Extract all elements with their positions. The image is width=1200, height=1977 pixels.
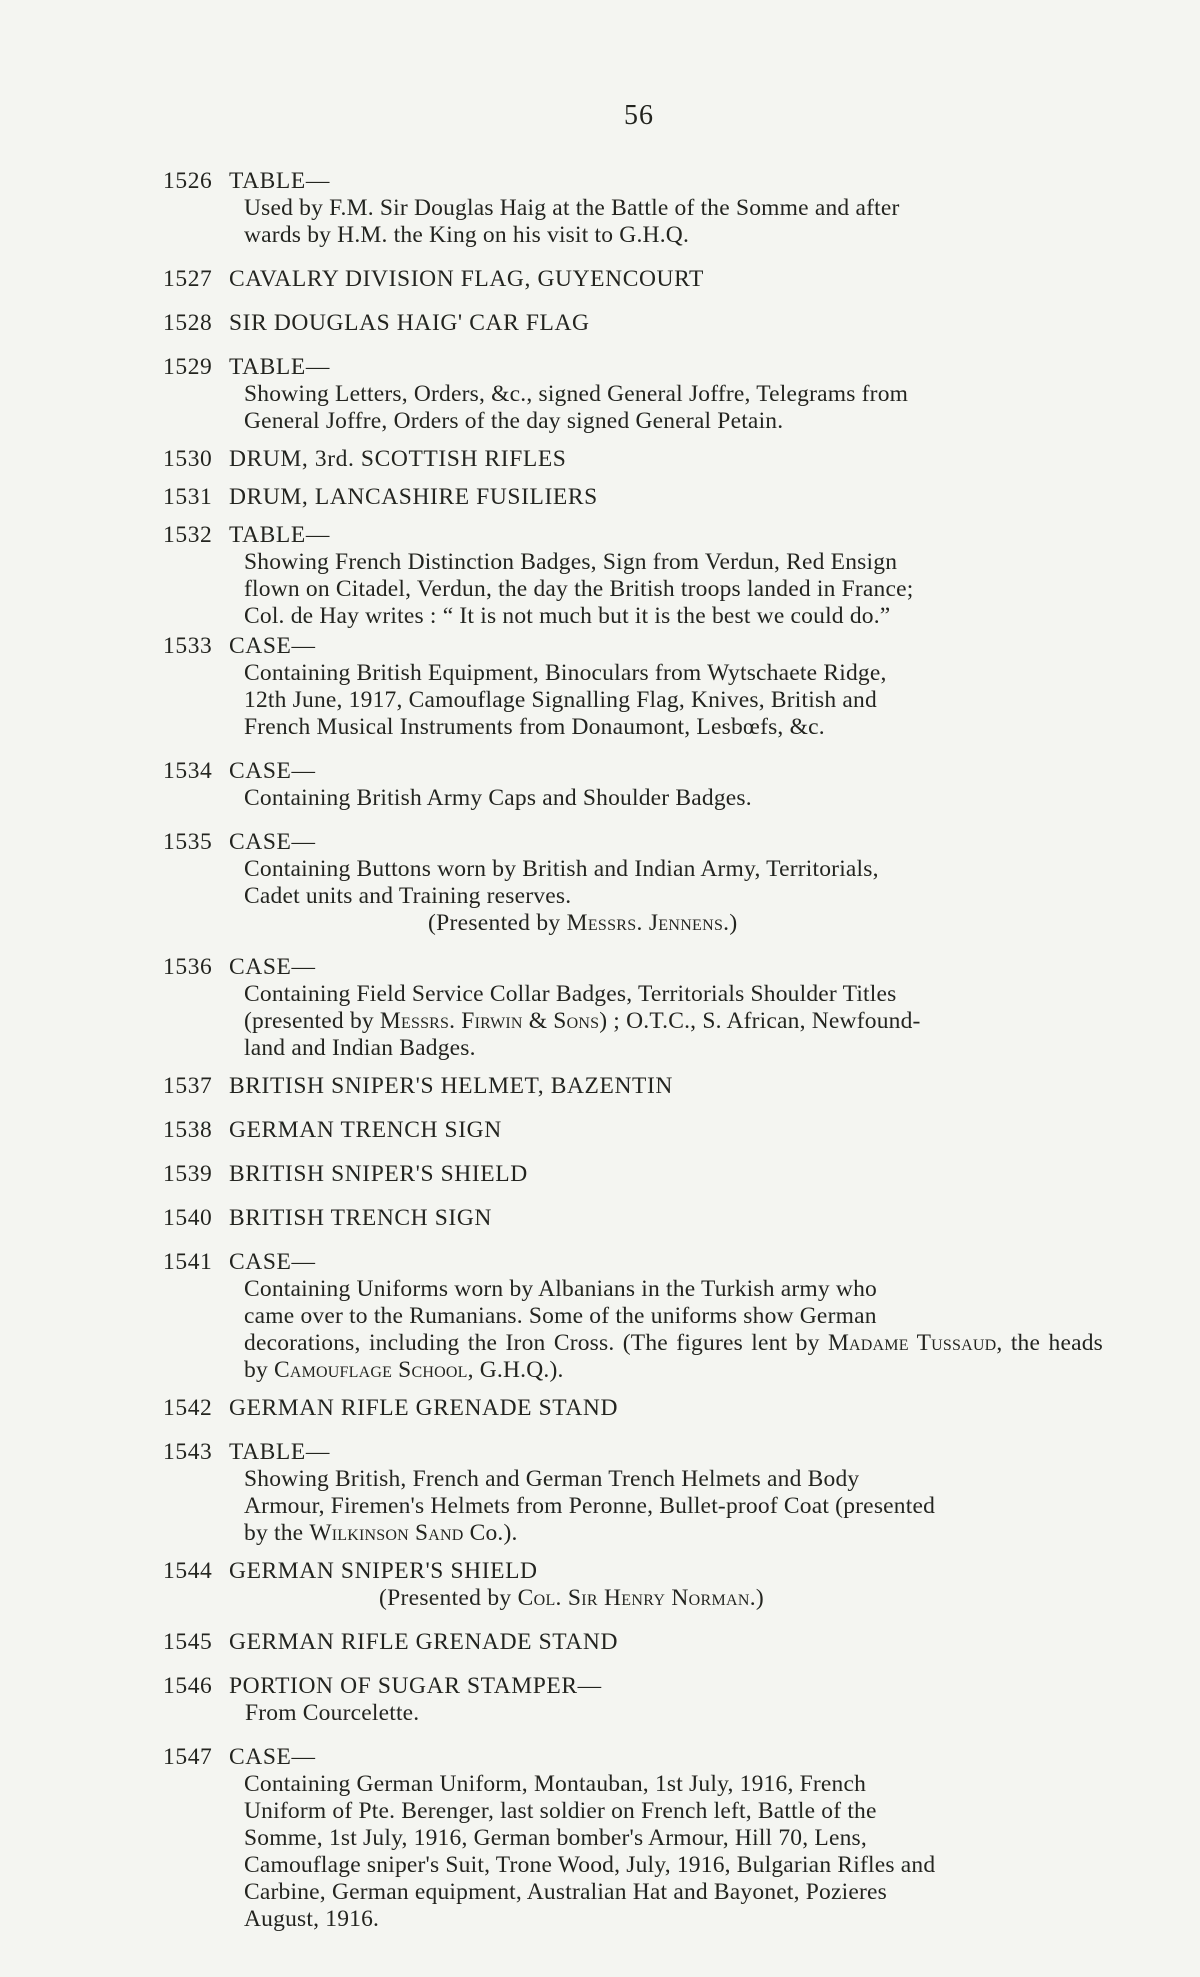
credit-suffix: ) — [729, 910, 738, 936]
entry-heading: TABLE— — [229, 522, 330, 548]
entry-description — [163, 660, 1103, 741]
entry-heading: BRITISH SNIPER'S SHIELD — [229, 1161, 528, 1187]
text-run: decorations, including the Iron Cross. (The figures lent by — [244, 1330, 828, 1356]
entry-heading: TABLE— — [229, 354, 330, 380]
entry-description — [163, 381, 1103, 435]
entry-heading: GERMAN RIFLE GRENADE STAND — [229, 1629, 619, 1655]
text-run: , G.H.Q.). — [467, 1357, 564, 1383]
text-run: , the heads by — [244, 1330, 1103, 1383]
entry-number: 1545 — [163, 1629, 213, 1655]
entry-description-line: Uniform of Pte. Berenger, last soldier on French left, Battle of the — [244, 1798, 877, 1824]
entry-heading: CASE— — [229, 1744, 316, 1770]
entry-description — [163, 1771, 1103, 1933]
entry-heading: GERMAN SNIPER'S SHIELD — [229, 1558, 538, 1584]
entry-number: 1546 — [163, 1673, 213, 1699]
entry-description — [163, 195, 1103, 249]
entry-number: 1544 — [163, 1558, 213, 1584]
entry-number: 1543 — [163, 1439, 213, 1465]
text-run: ) ; O.T.C., S. African, Newfound- — [599, 1008, 921, 1034]
entry-description-line: Containing British Army Caps and Shoulder Badges. — [244, 785, 752, 811]
credit-prefix: (Presented by — [379, 1585, 518, 1611]
entry-1537 — [163, 1073, 1103, 1100]
entry-1534 — [163, 758, 1103, 812]
entry-description — [163, 1466, 1103, 1547]
entry-1533 — [163, 633, 1103, 741]
entry-description-line: came over to the Rumanians. Some of the uniforms show German — [244, 1303, 877, 1329]
entry-description-line: August, 1916. — [244, 1906, 380, 1932]
entry-number: 1541 — [163, 1249, 213, 1275]
entry-description — [163, 981, 1103, 1062]
entry-number: 1526 — [163, 168, 213, 194]
entry-number: 1536 — [163, 954, 213, 980]
entry-description — [163, 856, 1103, 910]
catalogue-entries — [163, 168, 1103, 1933]
entry-description-line: Showing Letters, Orders, &c., signed General Joffre, Telegrams from — [244, 381, 909, 407]
entry-heading: CASE— — [229, 954, 316, 980]
entry-description-line: flown on Citadel, Verdun, the day the British troops landed in France; — [244, 576, 914, 602]
credit-suffix: ) — [755, 1585, 765, 1611]
entry-description-line: General Joffre, Orders of the day signed General Petain. — [244, 408, 784, 434]
entry-description-line: Cadet units and Training reserves. — [244, 883, 572, 909]
entry-description — [163, 549, 1103, 630]
entry-heading: TABLE— — [229, 1439, 330, 1465]
entry-description-line: 12th June, 1917, Camouflage Signalling Flag, Knives, British and — [244, 687, 877, 713]
entry-number: 1538 — [163, 1117, 213, 1143]
entry-heading: PORTION OF SUGAR STAMPER— — [229, 1673, 602, 1699]
entry-number: 1535 — [163, 829, 213, 855]
entry-1529 — [163, 354, 1103, 435]
entry-1531 — [163, 484, 1103, 511]
entry-description — [163, 785, 1103, 812]
entry-heading: SIR DOUGLAS HAIG' CAR FLAG — [229, 310, 590, 336]
text-run: (presented by — [244, 1008, 380, 1034]
entry-description-line: Containing Uniforms worn by Albanians in the Turkish army who — [244, 1276, 877, 1302]
entry-description-line: Containing German Uniform, Montauban, 1st July, 1916, French — [244, 1771, 867, 1797]
presented-by-credit — [163, 1585, 1103, 1612]
page-number: 56 — [624, 100, 654, 131]
entry-number: 1542 — [163, 1395, 213, 1421]
entry-1527 — [163, 266, 1103, 293]
entry-heading: CASE— — [229, 758, 316, 784]
entry-heading: GERMAN TRENCH SIGN — [229, 1117, 502, 1143]
entry-1539 — [163, 1161, 1103, 1188]
entry-1540 — [163, 1205, 1103, 1232]
credit-name: Col. Sir Henry Norman. — [517, 1585, 756, 1611]
entry-heading: GERMAN RIFLE GRENADE STAND — [229, 1395, 619, 1421]
presented-by-credit — [163, 910, 1103, 937]
entry-number: 1539 — [163, 1161, 213, 1187]
entry-description-line: Containing British Equipment, Binoculars from Wytschaete Ridge, — [244, 660, 887, 686]
entry-heading: BRITISH TRENCH SIGN — [229, 1205, 492, 1231]
entry-1543 — [163, 1439, 1103, 1547]
entry-1542 — [163, 1395, 1103, 1422]
entry-description-line: Somme, 1st July, 1916, German bomber's Armour, Hill 70, Lens, — [244, 1825, 867, 1851]
entry-description-line: Carbine, German equipment, Australian Hat and Bayonet, Pozieres — [244, 1879, 888, 1905]
entry-description-line: French Musical Instruments from Donaumont, Lesbœfs, &c. — [244, 714, 825, 740]
entry-number: 1532 — [163, 522, 213, 548]
entry-1538 — [163, 1117, 1103, 1144]
entry-heading: BRITISH SNIPER'S HELMET, BAZENTIN — [229, 1073, 673, 1099]
entry-number: 1534 — [163, 758, 213, 784]
entry-1528 — [163, 310, 1103, 337]
entry-number: 1527 — [163, 266, 213, 292]
entry-1526 — [163, 168, 1103, 249]
entry-1547 — [163, 1744, 1103, 1933]
entry-number: 1530 — [163, 446, 213, 472]
name-run: Messrs. Firwin & Sons — [379, 1008, 600, 1034]
entry-heading: TABLE— — [229, 168, 330, 194]
entry-description-line: Containing Field Service Collar Badges, Territorials Shoulder Titles — [244, 981, 897, 1007]
text-run: by the — [244, 1520, 310, 1546]
entry-1536 — [163, 954, 1103, 1062]
text-run: Co.). — [463, 1520, 518, 1546]
entry-description-line: Showing French Distinction Badges, Sign from Verdun, Red Ensign — [244, 549, 898, 575]
entry-heading: CASE— — [229, 829, 316, 855]
entry-number: 1533 — [163, 633, 213, 659]
name-run: Camouflage School — [273, 1357, 468, 1383]
entry-heading: CASE— — [229, 633, 316, 659]
entry-heading: CASE— — [229, 1249, 316, 1275]
entry-number: 1540 — [163, 1205, 213, 1231]
entry-number: 1528 — [163, 310, 213, 336]
entry-description-line: From Courcelette. — [245, 1700, 420, 1726]
entry-description-line: Col. de Hay writes : “ It is not much but it is the best we could do.” — [244, 603, 891, 629]
entry-description-line: Showing British, French and German Trench Helmets and Body — [244, 1466, 860, 1492]
entry-heading: DRUM, 3rd. SCOTTISH RIFLES — [229, 446, 567, 472]
entry-1546 — [163, 1673, 1103, 1727]
entry-1541 — [163, 1249, 1103, 1384]
entry-description-line — [244, 1520, 1103, 1547]
entry-description — [163, 1276, 1103, 1384]
entry-description-line: Armour, Firemen's Helmets from Peronne, Bullet-proof Coat (presented — [244, 1493, 936, 1519]
entry-1530 — [163, 446, 1103, 473]
entry-description-line: land and Indian Badges. — [244, 1035, 476, 1061]
entry-description-line — [244, 1008, 1103, 1035]
entry-number: 1547 — [163, 1744, 213, 1770]
entry-description — [163, 1700, 1103, 1727]
entry-description-line: Used by F.M. Sir Douglas Haig at the Battle of the Somme and after — [244, 195, 900, 221]
entry-number: 1537 — [163, 1073, 213, 1099]
entry-description-line: Containing Buttons worn by British and Indian Army, Territorials, — [244, 856, 879, 882]
entry-description-line — [244, 1330, 1103, 1384]
entry-number: 1531 — [163, 484, 213, 510]
entry-number: 1529 — [163, 354, 213, 380]
entry-description-line: wards by H.M. the King on his visit to G.H.Q. — [244, 222, 690, 248]
entry-heading: DRUM, LANCASHIRE FUSILIERS — [229, 484, 598, 510]
entry-heading: CAVALRY DIVISION FLAG, GUYENCOURT — [229, 266, 704, 292]
credit-name: Messrs. Jennens. — [566, 910, 730, 936]
entry-1535 — [163, 829, 1103, 937]
entry-description-line: Camouflage sniper's Suit, Trone Wood, July, 1916, Bulgarian Rifles and — [244, 1852, 936, 1878]
credit-prefix: (Presented by — [428, 910, 567, 936]
name-run: Madame Tussaud — [827, 1330, 997, 1356]
entry-1544 — [163, 1558, 1103, 1612]
entry-1532 — [163, 522, 1103, 630]
entry-1545 — [163, 1629, 1103, 1656]
name-run: Wilkinson Sand — [309, 1520, 464, 1546]
